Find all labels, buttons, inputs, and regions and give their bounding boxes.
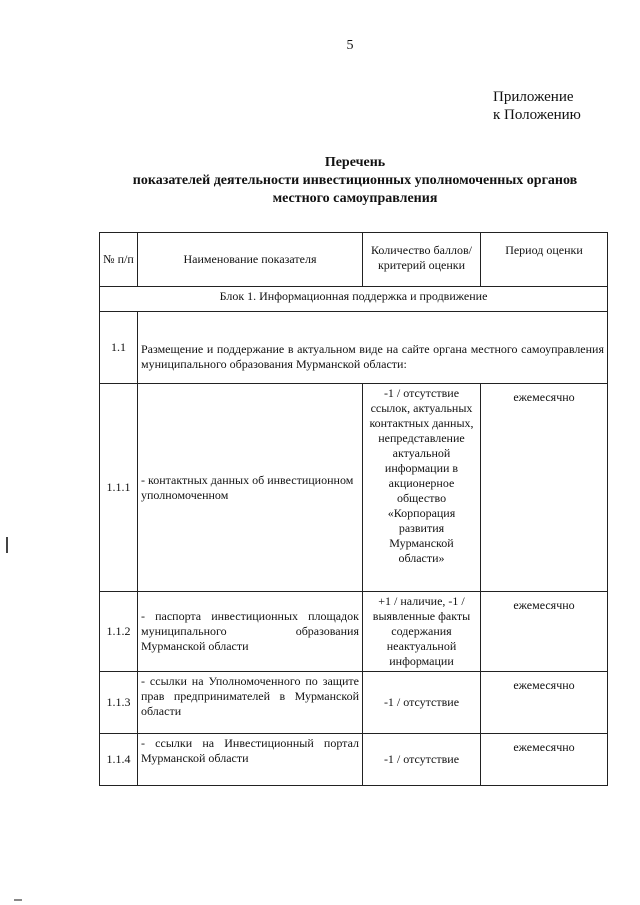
scan-edge-mark [6,537,8,553]
row-name: - ссылки на Уполномоченного по защите прав предпринимателей в Мурманской области [138,672,363,734]
row-period: ежемесячно [481,672,608,734]
row-num: 1.1.2 [100,592,138,672]
row-name: Размещение и поддержание в актуальном виде на сайте органа местного самоуправления муниципального образования Мурманской области: [138,312,608,384]
row-num: 1.1 [100,312,138,384]
header-period: Период оценки [481,233,608,287]
row-name: - контактных данных об инвестиционном уполномоченном [138,384,363,592]
row-score: +1 / наличие, -1 / выявленные факты содержания неактуальной информации [363,592,481,672]
row-num: 1.1.1 [100,384,138,592]
row-period: ежемесячно [481,384,608,592]
row-num: 1.1.3 [100,672,138,734]
header-num: № п/п [100,233,138,287]
appendix-line-2: к Положению [493,107,581,123]
scan-corner-mark [14,899,22,901]
heading-line-3: местного самоуправления [272,191,438,206]
heading-line-2: показателей деятельности инвестиционных уполномоченных органов [132,173,578,188]
table-row [100,672,608,734]
row-name: - ссылки на Инвестиционный портал Мурманской области [138,734,363,786]
row-score: -1 / отсутствие [363,734,481,786]
row-period: ежемесячно [481,592,608,672]
header-name: Наименование показателя [138,233,363,287]
appendix-note [493,88,581,124]
row-score: -1 / отсутствие ссылок, актуальных контактных данных, непредставление актуальной информации в акционерное общество «Корпорация развития Мурманской области» [363,384,481,592]
table-row [100,592,608,672]
page-number: 5 [346,38,354,53]
header-score: Количество баллов/ критерий оценки [363,233,481,287]
row-num: 1.1.4 [100,734,138,786]
heading-line-1: Перечень [324,155,386,170]
table-row [100,312,608,384]
row-period: ежемесячно [481,734,608,786]
document-heading [95,154,615,208]
table-header-row [100,233,608,287]
indicators-table [99,232,608,786]
block-title: Блок 1. Информационная поддержка и продвижение [100,287,608,312]
row-score: -1 / отсутствие [363,672,481,734]
block-title-row [100,287,608,312]
row-name: - паспорта инвестиционных площадок муниципального образования Мурманской области [138,592,363,672]
table-row [100,384,608,592]
table-row [100,734,608,786]
appendix-line-1: Приложение [493,89,574,105]
